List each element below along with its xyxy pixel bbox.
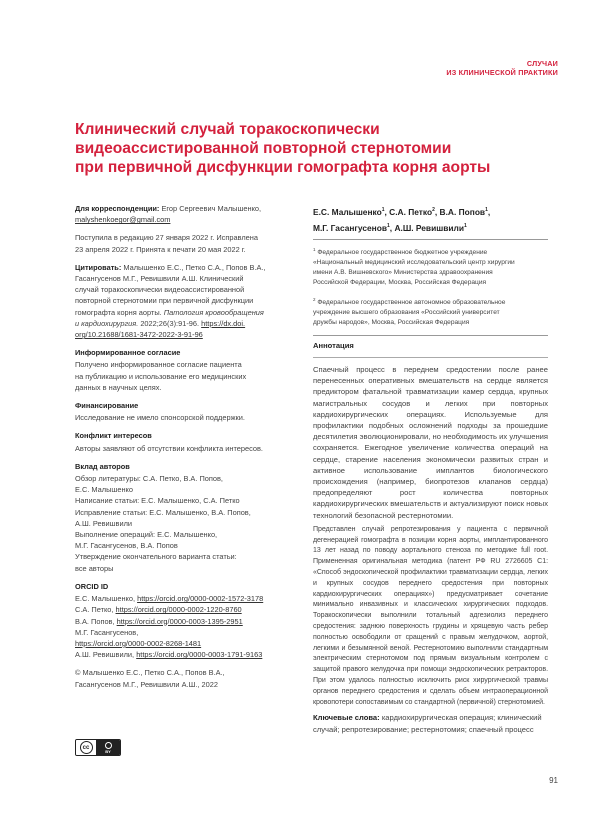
title-line-2: видеоассистированной повторной стернотомии <box>75 140 452 157</box>
contrib-line-4: Исправление статьи: Е.С. Малышенко, В.А. Попов, <box>75 507 251 517</box>
funding-text: Исследование не имело спонсорской поддержки. <box>75 413 245 423</box>
title-line-3: при первичной дисфункции гомографта корня аорты <box>75 159 491 176</box>
by-text: BY <box>105 748 111 754</box>
author-4-affil: 1 <box>387 222 390 229</box>
affiliation-2 <box>313 295 548 328</box>
orcid-link-2[interactable]: https://orcid.org/0000-0002-1220-8760 <box>115 605 242 615</box>
title-line-1: Клинический случай торакоскопически <box>75 121 380 138</box>
conflict-heading: Конфликт интересов <box>75 431 152 441</box>
affiliation-2-line-1: Федеральное государственное автономное образовательное <box>317 298 506 306</box>
orcid-name-5: А.Ш. Ревишвили, <box>75 650 135 660</box>
copyright-line-2: Гасангусенов М.Г., Ревишвили А.Ш., 2022 <box>75 679 218 689</box>
abstract-heading-rule <box>313 357 548 358</box>
cc-icon <box>76 740 96 755</box>
keywords-text: кардиохирургическая операция; клинический случай; репротезирование; рестернотомия; спаечный процесс <box>313 713 542 734</box>
author-1-affil: 1 <box>381 207 385 213</box>
citation-journal-2: и кардиохирургия. <box>75 318 139 328</box>
affiliation-2-line-2: учреждение высшего образования «Российский университет <box>313 308 500 316</box>
abstract-paragraph-1: Спаечный процесс в переднем средостении после ранее перенесенных оперативных вмешательств на сердце является предиктором фатальной травматизации камер сердца, крупных магистральных сосудов и легких при повторных кардиохирургических операциях. Используемые для профилактики подобных осложнений подходы за прошедшие десятилетия эволюционировали, но необходимость их улучшения сохраняется. Ежегодное увеличение количества операций на сердце, старение населения экономически развитых стран и активное использование имплантов биологического происхождения (например, биопротезов клапанов сердца) предопределяют рост количества повторных кардиохирургических вмешательств и актуализируют поиск новых технологий безопасной рестернотомии. <box>313 364 548 520</box>
abstract-heading: Аннотация <box>313 340 354 350</box>
affiliation-1-line-4: Российской Федерации, Москва, Российская Федерация <box>313 278 487 286</box>
cc-by-license-badge[interactable] <box>75 739 121 756</box>
left-column <box>75 203 300 697</box>
author-5-affil: 1 <box>463 222 467 229</box>
citation-block <box>75 262 300 340</box>
affiliation-2-number: 2 <box>313 296 316 302</box>
copyright-block <box>75 667 300 689</box>
citation-line-1: Малышенко Е.С., Петко С.А., Попов В.А., <box>123 262 266 272</box>
conflict-block <box>75 430 300 453</box>
affiliation-1-number: 1 <box>313 246 316 252</box>
consent-block <box>75 347 300 393</box>
funding-block <box>75 400 300 423</box>
orcid-name-4: М.Г. Гасангусенов, <box>75 627 139 637</box>
person-icon <box>105 742 112 749</box>
correspondence-block <box>75 203 300 225</box>
citation-journal-1: Патология кровообращения <box>163 307 264 317</box>
conflict-text: Авторы заявляют об отсутствии конфликта интересов. <box>75 443 263 453</box>
contrib-line-1: Обзор литературы: С.А. Петко, В.А. Попов, <box>75 474 223 484</box>
citation-line-3: случай торакоскопически видеоассистированной <box>75 285 245 295</box>
affiliation-1 <box>313 245 548 288</box>
article-title <box>75 120 545 177</box>
citation-line-5a: гомографта корня аорты. <box>75 307 162 317</box>
by-icon <box>96 740 120 755</box>
citation-label: Цитировать: <box>75 262 122 272</box>
orcid-name-2: С.А. Петко, <box>75 605 114 615</box>
authors-divider <box>313 239 548 240</box>
consent-line-2: на публикацию и использование его медицинских <box>75 371 247 381</box>
correspondence-email-link[interactable]: malyshenkoegor@gmail.com <box>75 215 171 225</box>
affiliation-1-line-2: «Национальный медицинский исследовательский центр хирургии <box>313 258 515 266</box>
abstract-paragraph-2: Представлен случай репротезирования у пациента с первичной дегенерацией гомографта в позиции корня аорты, имплантированного 13 лет назад по поводу аортального стеноза по методике full root. Примененная оригинальная методика (патент РФ RU 2726605 C1: «Способ эндоскопической профилактики травматизации сердца, легких и крупных сосудов переднего средостения при повторных кардиохирургических операциях») предусматривает сочетание минимально инвазивных и классических хирургических подходов. Торакоскопически выполнили тотальный адгезиолиз переднего средостения: заднюю поверхность грудины и хрящевую часть ребер полностью освободили от сращений с правым желудочком, аортой, легкими и безымянной веной. Рестернотомию выполнили стандартным электрическим стернотомом под прямым визуальным контролем с защитой правого желудочка при помощи эндоскопических ретракторов. При этом удалось полностью исключить риск хирургической травмы органов переднего средостения и сделать объем интраоперационной кровопотери сопоставимым со стандартной (первичной) стернотомией. <box>313 525 548 706</box>
author-1: Е.С. Малышенко <box>313 206 382 217</box>
cc-icon-text: cc <box>80 741 93 754</box>
affiliation-1-line-1: Федеральное государственное бюджетное учреждение <box>317 248 488 256</box>
section-line-1: СЛУЧАИ <box>526 59 558 68</box>
contrib-line-9: все авторы <box>75 563 114 573</box>
citation-doi-link-1[interactable]: https://dx.doi. <box>201 318 246 328</box>
author-2-affil: 2 <box>432 207 435 213</box>
orcid-link-1[interactable]: https://orcid.org/0000-0002-1572-3178 <box>137 594 264 604</box>
section-tag <box>446 59 558 77</box>
contrib-line-3: Написание статьи: Е.С. Малышенко, С.А. Петко <box>75 496 240 506</box>
contrib-line-2: Е.С. Малышенко <box>75 485 133 495</box>
orcid-link-4[interactable]: https://orcid.org/0000-0002-8268-1481 <box>75 638 202 648</box>
dates-line-1: Поступила в редакцию 27 января 2022 г. Исправлена <box>75 233 258 243</box>
consent-heading: Информированное согласие <box>75 348 181 358</box>
orcid-link-5[interactable]: https://orcid.org/0000-0003-1791-9163 <box>136 650 263 660</box>
citation-doi-link-2[interactable]: org/10.21688/1681-3472-2022-3-91-96 <box>75 330 203 340</box>
orcid-link-3[interactable]: https://orcid.org/0000-0003-1395-2951 <box>116 616 243 626</box>
consent-line-1: Получено информированное согласие пациента <box>75 360 242 370</box>
citation-line-2: Гасангусенов М.Г., Ревишвили А.Ш. Клинический <box>75 274 244 284</box>
citation-line-4: повторной стернотомии при первичной дисфункции <box>75 296 254 306</box>
contrib-line-5: А.Ш. Ревишвили <box>75 518 133 528</box>
citation-volume: 2022;26(3):91-96. <box>140 318 200 328</box>
dates-block <box>75 232 300 254</box>
contrib-line-7: М.Г. Гасангусенов, В.А. Попов <box>75 541 178 551</box>
affiliation-1-line-3: имени А.В. Вишневского» Министерства здравоохранения <box>313 268 493 276</box>
author-5: А.Ш. Ревишвили <box>394 222 464 233</box>
author-3-affil: 1 <box>485 207 488 213</box>
author-4: М.Г. Гасангусенов <box>313 222 388 233</box>
orcid-name-3: В.А. Попов, <box>75 616 115 626</box>
contrib-heading: Вклад авторов <box>75 461 130 471</box>
affiliation-2-line-3: дружбы народов», Москва, Российская Федерация <box>313 318 470 326</box>
orcid-heading: ORCID ID <box>75 581 109 591</box>
keywords-label: Ключевые слова: <box>313 713 380 723</box>
author-2: С.А. Петко <box>389 206 433 217</box>
right-column <box>313 203 548 735</box>
correspondence-name: Егор Сергеевич Малышенко, <box>161 204 262 213</box>
consent-line-3: данных в научных целях. <box>75 382 162 392</box>
orcid-block <box>75 581 300 660</box>
dates-line-2: 23 апреля 2022 г. Принята к печати 20 мая 2022 г. <box>75 244 246 254</box>
contrib-line-8: Утверждение окончательного варианта статьи: <box>75 552 237 562</box>
contrib-line-6: Выполнение операций: Е.С. Малышенко, <box>75 530 218 540</box>
author-list: Е.С. Малышенко$^1$, С.А. Петко$^2$, В.А. Попов$^1$, М.Г. Гасангусенов$^1$, А.Ш. Ревишвили$^1$ <box>313 206 491 233</box>
funding-heading: Финансирование <box>75 401 139 411</box>
correspondence-label: Для корреспонденции: <box>75 204 160 213</box>
author-3: В.А. Попов <box>439 206 486 217</box>
section-line-2: ИЗ КЛИНИЧЕСКОЙ ПРАКТИКИ <box>446 68 558 77</box>
orcid-name-1: Е.С. Малышенко, <box>75 594 136 604</box>
abstract-divider <box>313 335 548 336</box>
keywords <box>313 712 548 734</box>
page-number: 91 <box>549 776 558 785</box>
copyright-line-1: © Малышенко Е.С., Петко С.А., Попов В.А., <box>75 668 225 678</box>
contrib-block <box>75 461 300 574</box>
